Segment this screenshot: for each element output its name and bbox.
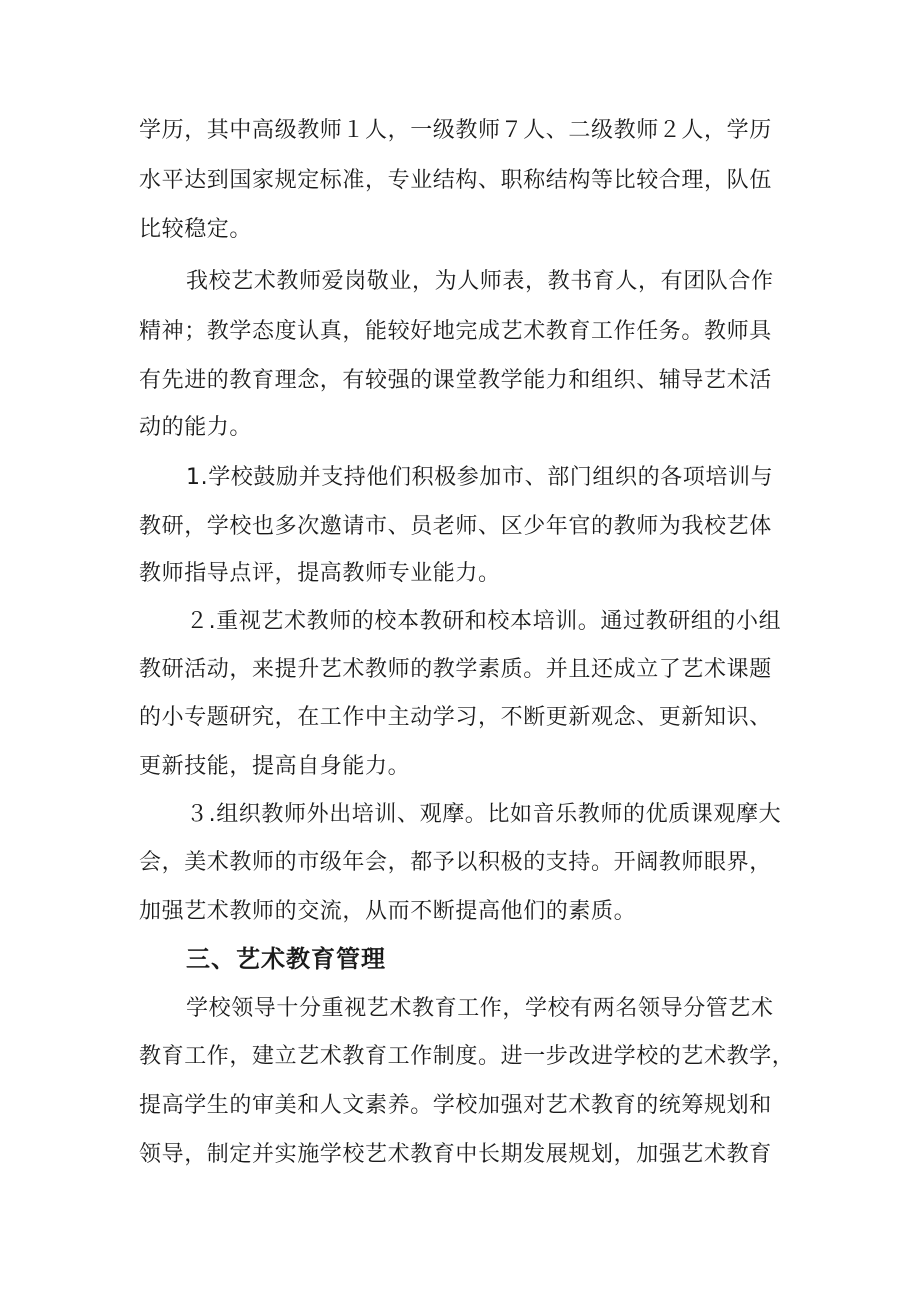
paragraph-3-line-2: 教研，学校也多次邀请市、员老师、区少年官的教师为我校艺体 — [139, 514, 772, 539]
paragraph-4-line-2: 教研活动，来提升艺术教师的教学素质。并且还成立了艺术课题 — [139, 657, 772, 682]
paragraph-4-line-4: 更新技能，提高自身能力。 — [139, 754, 411, 779]
paragraph-6-line-3: 提高学生的审美和人文素养。学校加强对艺术教育的统筹规划和 — [139, 1093, 772, 1118]
paragraph-2-line-2: 精神；教学态度认真，能较好地完成艺术教育工作任务。教师具 — [139, 319, 772, 344]
paragraph-1-line-3: 比较稳定。 — [139, 217, 253, 242]
paragraph-3-line-3: 教师指导点评，提高教师专业能力。 — [139, 561, 501, 586]
paragraph-4-line-3: 的小专题研究，在工作中主动学习，不断更新观念、更新知识、 — [139, 705, 772, 730]
paragraph-3-line-1: 1.学校鼓励并支持他们积极参加市、部门组织的各项培训与 — [186, 465, 774, 490]
paragraph-6-line-4: 领导，制定并实施学校艺术教育中长期发展规划，加强艺术教育 — [139, 1142, 772, 1167]
paragraph-5-line-1: ３.组织教师外出培训、观摩。比如音乐教师的优质课观摩大 — [186, 802, 782, 827]
paragraph-1-line-1: 学历，其中高级教师１人，一级教师７人、二级教师２人，学历 — [139, 118, 772, 143]
paragraph-6-line-2: 教育工作，建立艺术教育工作制度。进一步改进学校的艺术教学， — [139, 1044, 795, 1069]
paragraph-2-line-1: 我校艺术教师爱岗敬业，为人师表，教书育人，有团队合作 — [186, 269, 774, 294]
paragraph-2-line-3: 有先进的教育理念，有较强的课堂教学能力和组织、辅导艺术活 — [139, 368, 772, 393]
paragraph-5-line-3: 加强艺术教师的交流，从而不断提高他们的素质。 — [139, 899, 637, 924]
paragraph-5-line-2: 会，美术教师的市级年会，都予以积极的支持。开阔教师眼界， — [139, 850, 772, 875]
paragraph-6-line-1: 学校领导十分重视艺术教育工作，学校有两名领导分管艺术 — [186, 996, 774, 1021]
paragraph-1-line-2: 水平达到国家规定标准，专业结构、职称结构等比较合理，队伍 — [139, 168, 772, 193]
section-heading: 三、艺术教育管理 — [186, 945, 386, 973]
paragraph-2-line-4: 动的能力。 — [139, 415, 253, 440]
paragraph-4-line-1: ２.重视艺术教师的校本教研和校本培训。通过教研组的小组 — [186, 609, 782, 634]
